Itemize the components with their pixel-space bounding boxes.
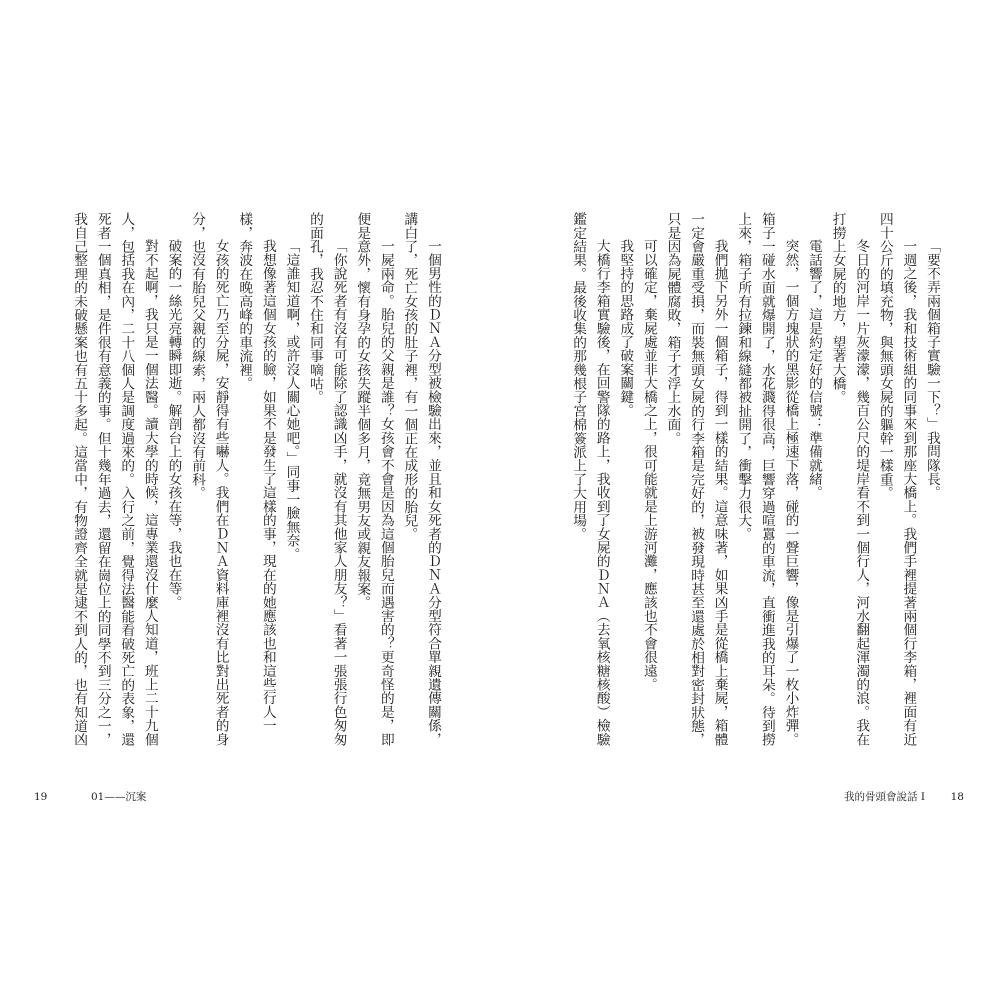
text-column: 一個男性的ＤＮＡ分型被檢驗出來，並且和女死者的ＤＮＡ分型符合單親遺傳關係， bbox=[425, 239, 441, 747]
text-column: 女孩的死亡乃至分屍，安靜得有些嚇人。我們在ＤＮＡ資料庫裡沒有比對出死者的身 bbox=[212, 239, 229, 747]
text-column: 「這誰知道啊，或許沒人關心她吧。」同事一臉無奈。 bbox=[283, 239, 300, 562]
text-column: 講白了，死亡女孩的肚子裡，有一個正在成形的胎兒。 bbox=[401, 212, 418, 541]
text-column: 便是意外，懷有身孕的女孩失蹤半個多月，竟無男友或親友報案。 bbox=[354, 212, 371, 610]
text-column: 一週之後，我和技術組的同事來到那座大橋上。我們手裡提著兩個行李箱，裡面有近 bbox=[900, 239, 917, 747]
text-column: 一屍兩命。胎兒的父親是誰？女孩會不會是因為這個胎兒而遇害的？更奇怪的是，即 bbox=[377, 239, 394, 747]
text-column: 死者一個真相，是件很有意義的事。但十幾年過去，還留在崗位上的同學不到三分之一， bbox=[94, 212, 111, 747]
text-column: 電話響了，這是約定好的信號：準備就緒。 bbox=[806, 239, 823, 500]
text-column: 分，也沒有胎兒父親的線索，兩人都沒有前科。 bbox=[189, 212, 206, 500]
text-column: 突然，一個方塊狀的黑影從橋上極速下落，碰的一聲巨響，像是引爆了一枚小炸彈。 bbox=[782, 239, 799, 747]
left-page-text bbox=[66, 212, 444, 752]
running-title: 01——沉案 bbox=[91, 791, 147, 803]
text-column: 樣，奔波在晚高峰的車流裡。 bbox=[236, 212, 253, 391]
running-title: 我的骨頭會說話 I bbox=[844, 791, 925, 803]
page-number: 18 bbox=[950, 791, 964, 803]
text-column: 可以確定，棄屍處並非大橋之上，很可能就是上游河灘，應該也不會很遠。 bbox=[640, 239, 657, 692]
text-column: 只是因為屍體腐敗，箱子才浮上水面。 bbox=[664, 212, 681, 445]
text-column: 我堅持的思路成了破案關鍵。 bbox=[617, 239, 634, 418]
text-column: 「你說死者有沒有可能除了認識凶手，就沒有其他家人朋友？」看著一張張行色匆匆 bbox=[330, 239, 347, 747]
text-column: 打撈上女屍的地方，望著大橋。 bbox=[829, 212, 846, 404]
right-page bbox=[500, 0, 1000, 1000]
text-column: 「要不弄兩個箱子實驗一下？」我問隊長。 bbox=[924, 239, 940, 500]
text-column: 上來，箱子所有拉鍊和線縫都被扯開了，衝擊力很大。 bbox=[735, 212, 752, 541]
text-column: 一定會嚴重受損，而裝無頭女屍的行李箱是完好的，被發現時甚至還處於相對密封狀態， bbox=[688, 212, 705, 747]
text-column: 冬日的河岸一片灰濛濛，幾百公尺的堤岸看不到一個行人，河水翻起渾濁的浪。我在 bbox=[853, 239, 870, 747]
page-number: 19 bbox=[34, 791, 48, 803]
text-column: 的面孔，我忍不住和同事嘀咕。 bbox=[307, 212, 324, 404]
text-column: 大橋行李箱實驗後，在回警隊的路上，我收到了女屍的ＤＮＡ（去氧核糖核酸）檢驗 bbox=[593, 239, 610, 747]
text-column: 人，包括我在內，二十八個人是調度過來的。入行之前，覺得法醫能看破死亡的表象，還 bbox=[118, 212, 135, 747]
text-column: 對不起啊，我只是一個法醫。讀大學的時候，這專業還沒什麼人知道，班上二十九個 bbox=[141, 239, 158, 747]
text-column: 破案的一絲光亮轉瞬即逝。解剖台上的女孩在等，我也在等。 bbox=[165, 239, 182, 610]
text-column: 箱子一碰水面就爆開了，水花濺得很高，巨響穿過喧囂的車流，直衝進我的耳朵。待到撈 bbox=[758, 212, 775, 747]
text-column: 我想像著這個女孩的臉，如果不是發生了這樣的事，現在的她應該也和這些行人一 bbox=[259, 239, 276, 733]
text-column: 我自己整理的未破懸案也有五十多起。這當中，有物證齊全就是逮不到人的，也有知道凶 bbox=[71, 212, 88, 747]
text-column: 鑑定結果。最後收集的那幾根子宮棉簽派上了大用場。 bbox=[570, 212, 587, 541]
text-column: 四十公斤的填充物，與無頭女屍的軀幹一樣重。 bbox=[876, 212, 893, 500]
text-column: 我們拋下另外一個箱子，得到一樣的結果。這意味著，如果凶手是從橋上棄屍，箱體 bbox=[711, 239, 728, 747]
right-page-text bbox=[565, 212, 943, 752]
